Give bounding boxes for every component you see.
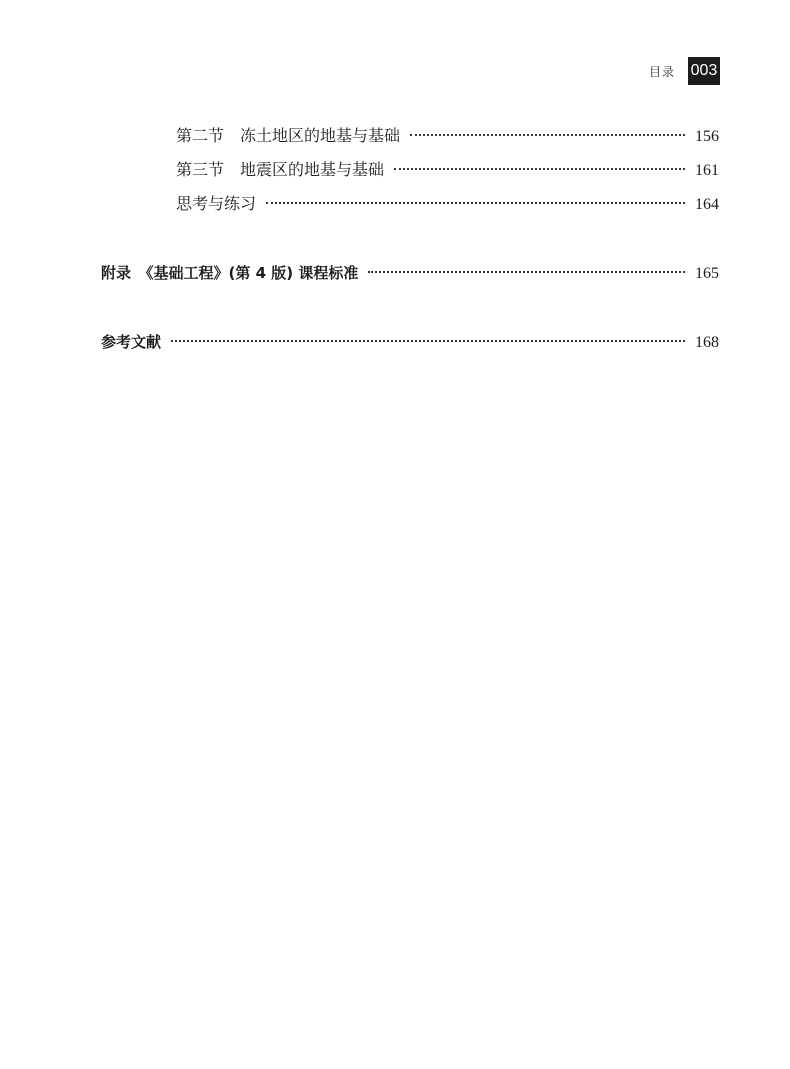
toc-entry-page: 168	[695, 334, 719, 351]
toc-entry-references[interactable]	[101, 331, 719, 353]
toc-entry-exercises[interactable]	[176, 193, 719, 215]
dot-leader	[368, 271, 685, 273]
toc-entry-section-3[interactable]	[176, 159, 719, 181]
toc-entry-page: 156	[695, 128, 719, 145]
toc-entry-title: 附录 《基础工程》(第 4 版) 课程标准	[101, 264, 359, 282]
dot-leader	[266, 202, 685, 204]
toc-entry-appendix[interactable]	[101, 262, 719, 284]
toc-entry-title: 第三节 地震区的地基与基础	[176, 160, 385, 179]
header-section-label: 目录	[648, 64, 675, 79]
toc-entry-title: 思考与练习	[176, 194, 257, 213]
toc-entry-section-2[interactable]	[176, 125, 719, 147]
header-page-number: 003	[688, 57, 720, 85]
dot-leader	[410, 134, 685, 136]
dot-leader	[394, 168, 685, 170]
dot-leader	[171, 340, 685, 342]
toc-entry-title: 第二节 冻土地区的地基与基础	[176, 126, 401, 145]
toc-entry-title: 参考文献	[101, 333, 162, 351]
page-header	[649, 57, 720, 85]
toc-entry-page: 164	[695, 196, 719, 213]
toc-entry-page: 165	[695, 265, 719, 282]
toc-entry-page: 161	[695, 162, 719, 179]
